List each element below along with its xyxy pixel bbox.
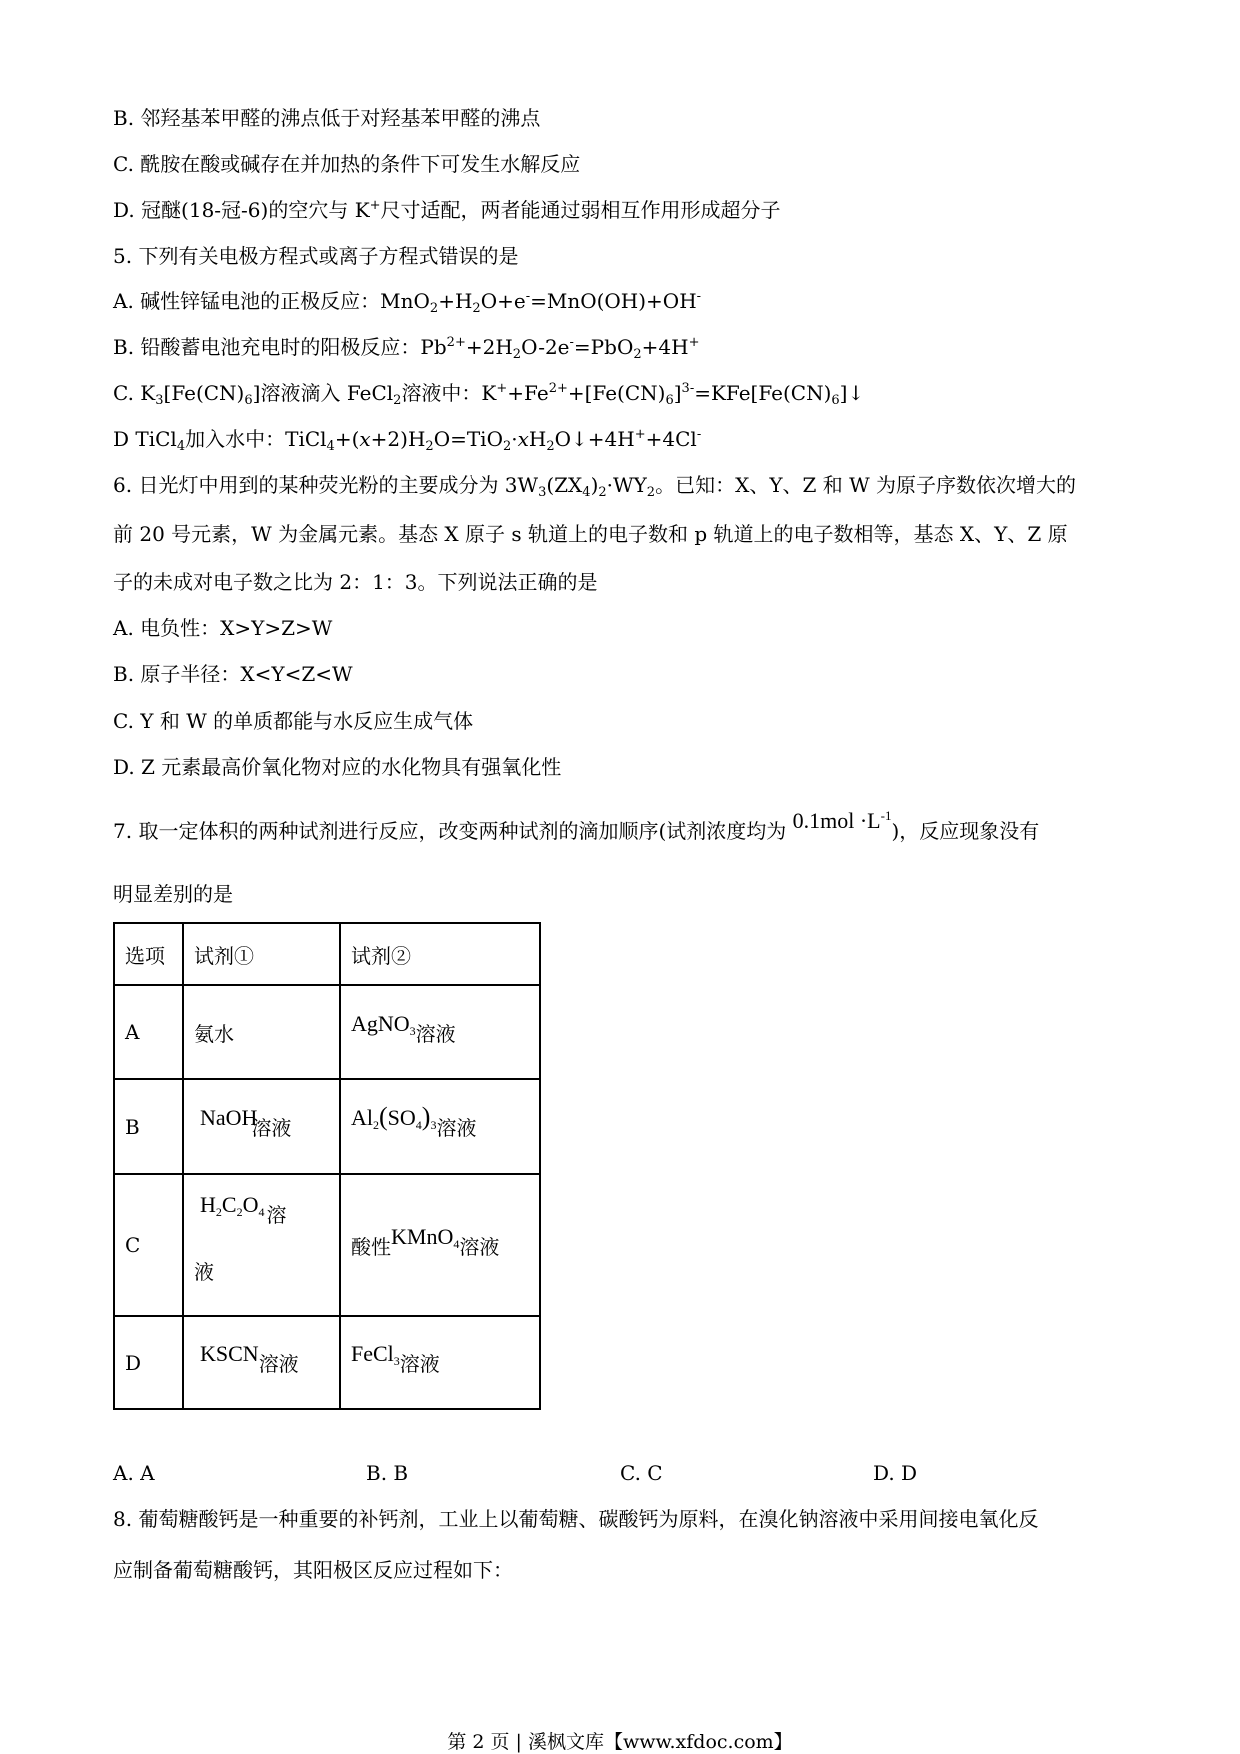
table-row — [114, 1316, 540, 1409]
question-6-line-3: 子的未成对电子数之比为 2：1：3。下列说法正确的是 — [113, 570, 598, 594]
header-option: 选项 — [114, 923, 183, 985]
answer-c: C. C — [620, 1461, 663, 1485]
question-6-line-2: 前 20 号元素，W 为金属元素。基态 X 原子 s 轨道上的电子数和 p 轨道上的电子数相等，基态 X、Y、Z 原 — [113, 522, 1068, 546]
reagent-1: 氨水 — [183, 985, 340, 1079]
q5-option-d: D TiCl$_4$加入水中：$TiCl_4+(x+2)H_2O=TiO_2\cdot xH_2O↓+4H^++4Cl^-$ — [113, 427, 702, 454]
option-label: C — [114, 1174, 183, 1316]
reagent-2: 酸性KMnO$_4$溶液 — [340, 1174, 540, 1316]
answer-d: D. D — [873, 1461, 918, 1485]
reagent-2: FeCl$_3$溶液 — [340, 1316, 540, 1409]
concentration-formula: $0.1mol \cdot L^{-1}$ — [792, 808, 892, 833]
q4-option-d: D. 冠醚(18-冠-6)的空穴与 K+尺寸适配，两者能通过弱相互作用形成超分子 — [113, 198, 781, 222]
q5-option-a: A. 碱性锌锰电池的正极反应：$MnO_2+H_2O+e^-=MnO(OH)+OH^-$ — [113, 289, 702, 316]
question-7-line-1: 7. 取一定体积的两种试剂进行反应，改变两种试剂的滴加顺序(试剂浓度均为 $0.1mol \cdot L^{-1}$)，反应现象没有 — [113, 808, 1040, 843]
q6-option-c: C. Y 和 W 的单质都能与水反应生成气体 — [113, 709, 474, 733]
answer-a: A. A — [113, 1461, 155, 1485]
table-row — [114, 985, 540, 1079]
q6-option-b: B. 原子半径：X<Y<Z<W — [113, 662, 353, 686]
table-header-row — [114, 923, 540, 985]
reagent-1: KSCN溶液 — [183, 1316, 340, 1409]
q5-option-c: C. $K_3[Fe(CN)_6]$溶液滴入 FeCl$_2$溶液中：$K^++Fe^{2+}+[Fe(CN)_6]^{3-}=KFe[Fe(CN)_6]↓$ — [113, 381, 865, 408]
question-8-line-2: 应制备葡萄糖酸钙，其阳极区反应过程如下： — [113, 1558, 513, 1582]
header-reagent-1: 试剂① — [183, 923, 340, 985]
question-5: 5. 下列有关电极方程式或离子方程式错误的是 — [113, 244, 519, 268]
option-label: A — [114, 985, 183, 1079]
q6-option-d: D. Z 元素最高价氧化物对应的水化物具有强氧化性 — [113, 755, 562, 779]
table-row — [114, 1079, 540, 1174]
reagent-2: AgNO$_3$溶液 — [340, 985, 540, 1079]
q4-option-b: B. 邻羟基苯甲醛的沸点低于对羟基苯甲醛的沸点 — [113, 106, 541, 130]
option-label: D — [114, 1316, 183, 1409]
table-row — [114, 1174, 540, 1316]
q5-option-b: B. 铅酸蓄电池充电时的阳极反应：$Pb^{2+}+2H_2O-2e^-=PbO_2+4H^+$ — [113, 335, 700, 362]
option-label: B — [114, 1079, 183, 1174]
reagent-table — [113, 922, 541, 1410]
page-footer: 第 2 页 | 溪枫文库【www.xfdoc.com】 — [447, 1731, 793, 1753]
question-6-line-1: 6. 日光灯中用到的某种荧光粉的主要成分为 $3W_3(ZX_4)_2\cdot WY_2$。已知：X、Y、Z 和 W 为原子序数依次增大的 — [113, 473, 1077, 500]
reagent-1: NaOH溶液 — [183, 1079, 340, 1174]
q6-option-a: A. 电负性：X>Y>Z>W — [113, 616, 333, 640]
question-8-line-1: 8. 葡萄糖酸钙是一种重要的补钙剂，工业上以葡萄糖、碳酸钙为原料，在溴化钠溶液中采用间接电氧化反 — [113, 1507, 1039, 1531]
reagent-1: $H_2C_2O_4$ 溶 液 — [183, 1174, 340, 1316]
q7-answers — [113, 1459, 1013, 1487]
answer-b: B. B — [366, 1461, 409, 1485]
q4-option-c: C. 酰胺在酸或碱存在并加热的条件下可发生水解反应 — [113, 152, 581, 176]
reagent-2: $Al_2(SO_4)_3$溶液 — [340, 1079, 540, 1174]
header-reagent-2: 试剂② — [340, 923, 540, 985]
question-7-line-2: 明显差别的是 — [113, 882, 233, 906]
